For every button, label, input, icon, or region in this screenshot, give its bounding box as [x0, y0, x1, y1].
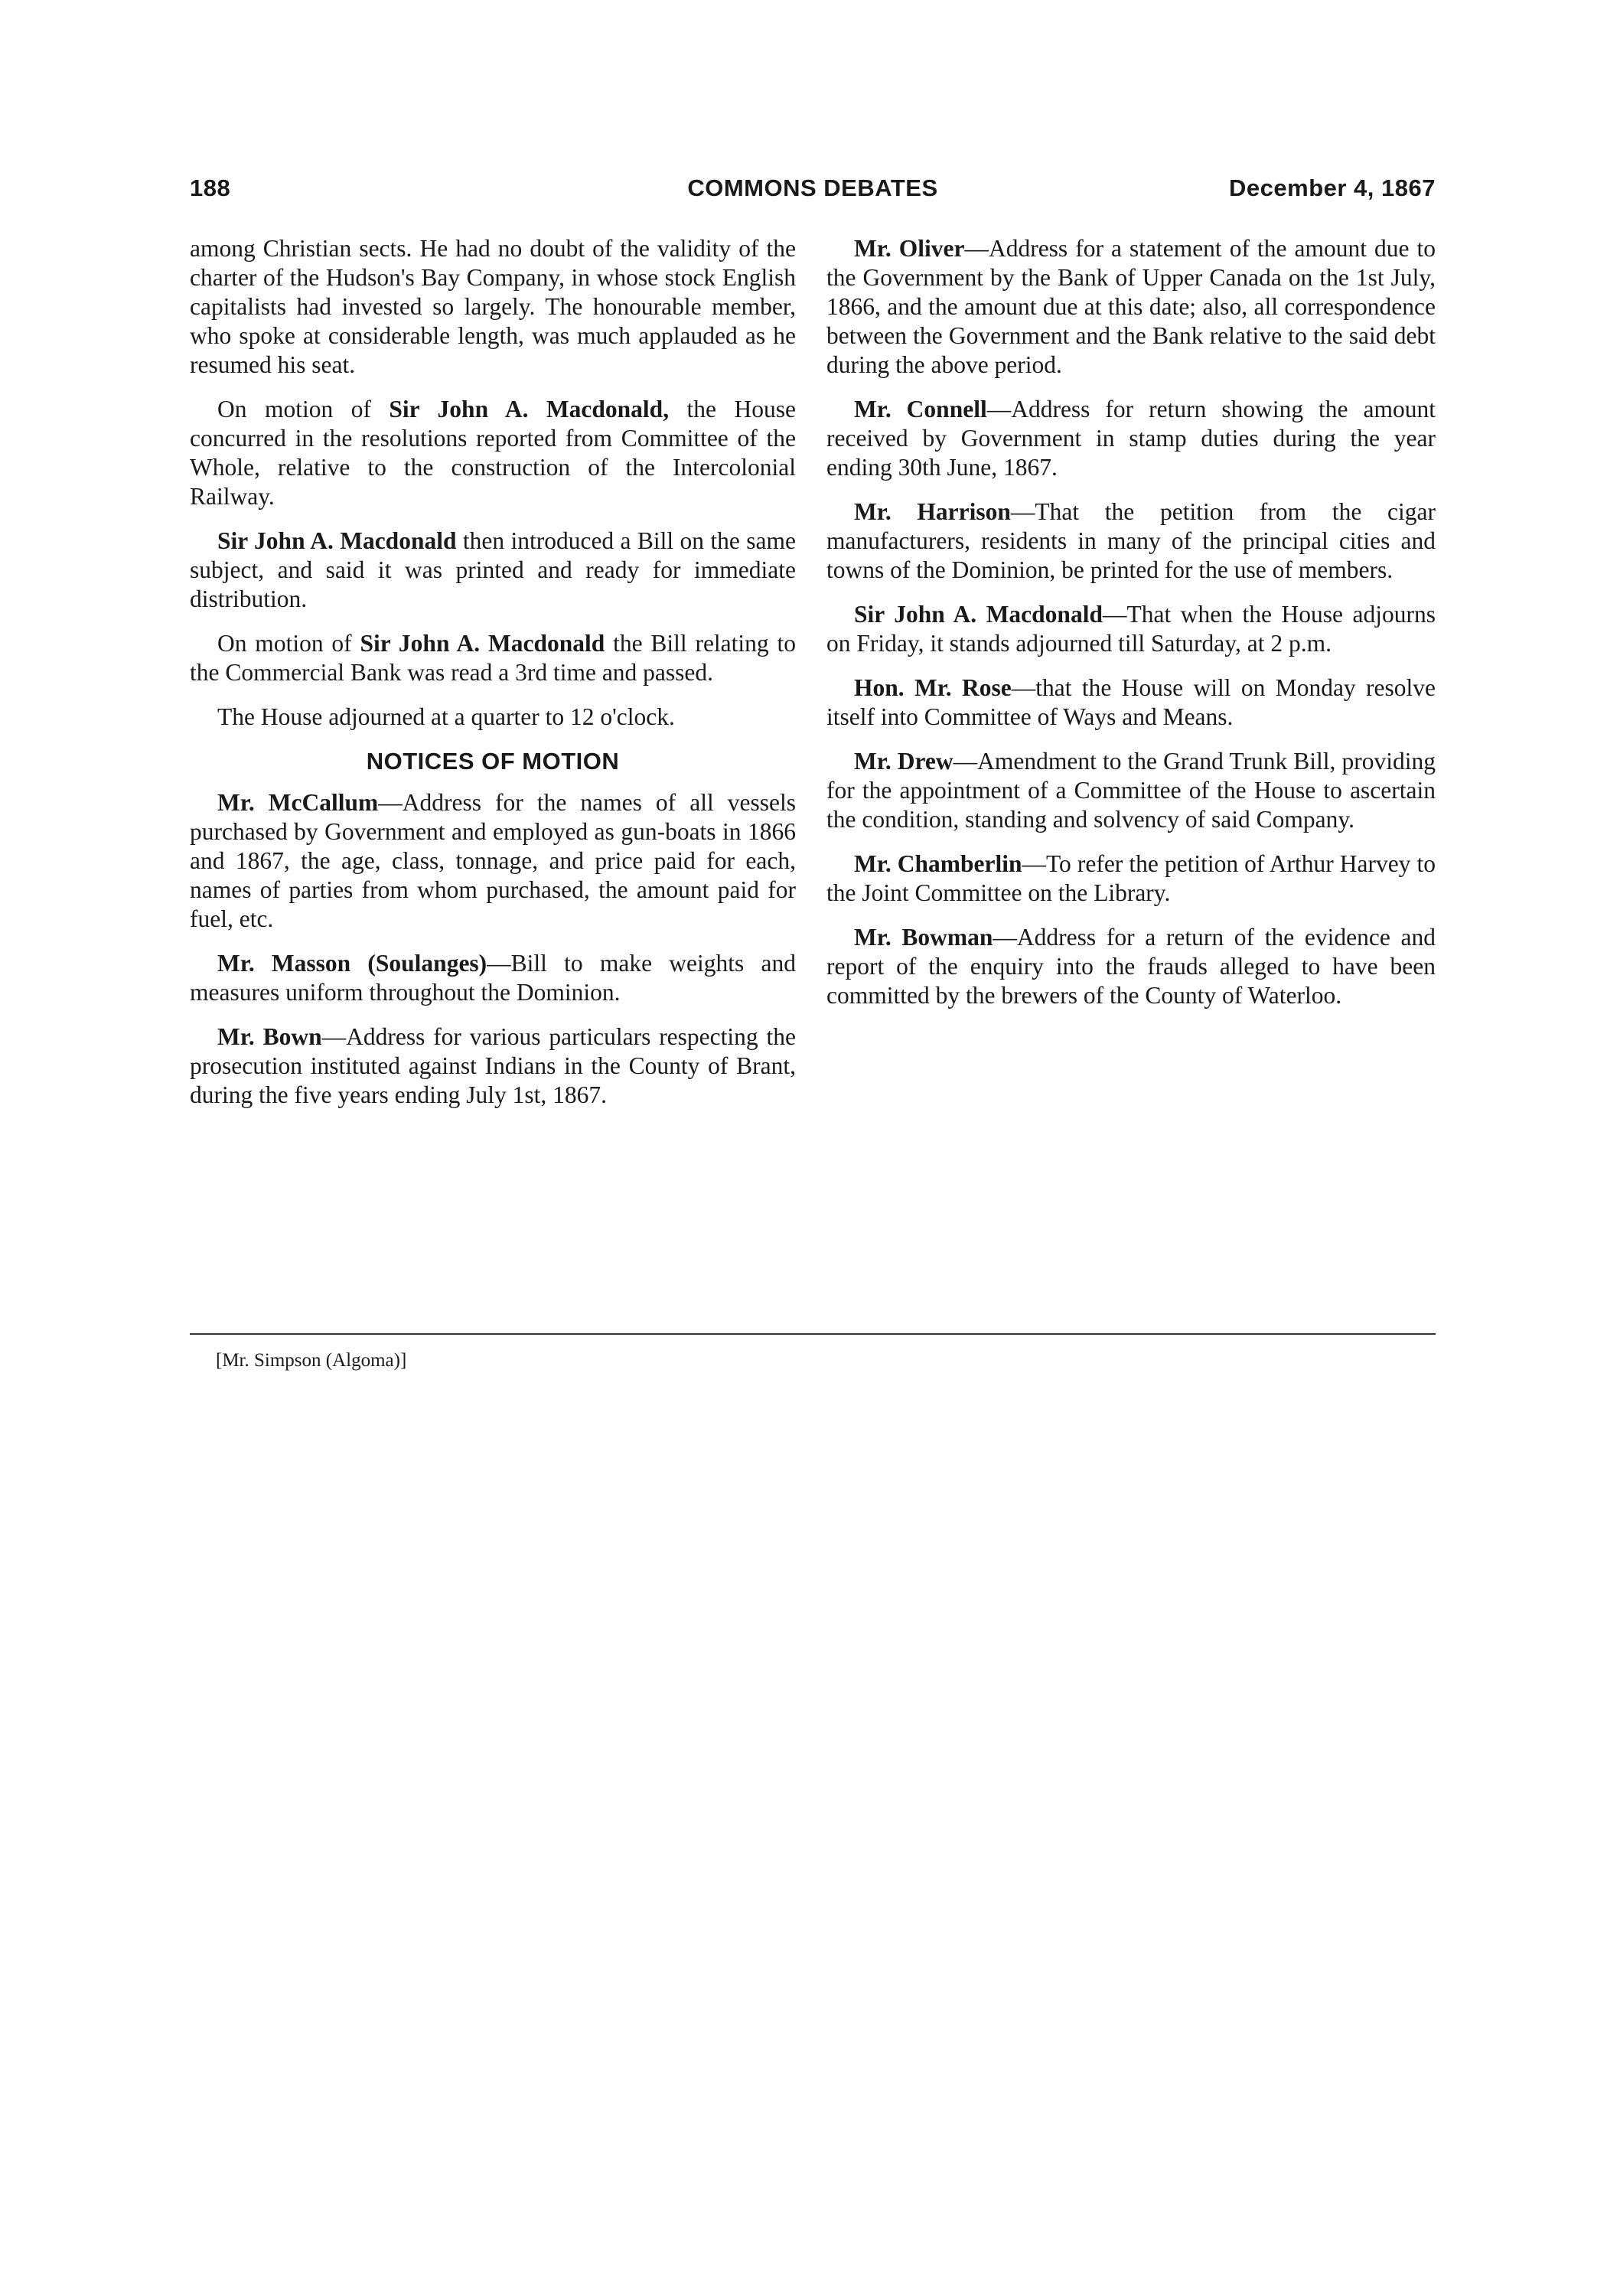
speaker-name: Sir John A. Macdonald,	[389, 396, 670, 422]
speaker-name: Sir John A. Macdonald	[854, 601, 1103, 628]
speaker-name: Mr. Masson (Soulanges)	[217, 950, 487, 977]
notice-entry	[826, 497, 1436, 585]
footer-speaker-note: [Mr. Simpson (Algoma)]	[216, 1350, 407, 1371]
notice-entry	[190, 788, 796, 934]
paragraph-text: the House concurred in the resolutions reported from Committee of the Whole, relative to the construction of the Intercolonial Railway.	[190, 396, 796, 510]
notice-entry	[826, 923, 1436, 1010]
notice-text: —Address for a statement of the amount due to the Government by the Bank of Upper Canada on the 1st July, 1866, and the amount due at this date; also, all correspondence between the Government and the Bank relative to the said debt during the above period.	[826, 235, 1436, 378]
speaker-name: Mr. Bowman	[854, 924, 993, 951]
notice-entry	[826, 747, 1436, 834]
notice-text: —Address for the names of all vessels purchased by Government and employed as gun-boats in 1866 and 1867, the age, class, tonnage, and price paid for each, names of parties from whom purchased, the amount paid for fuel, etc.	[190, 789, 796, 932]
notice-entry	[826, 395, 1436, 482]
section-heading: NOTICES OF MOTION	[366, 748, 620, 775]
notice-text: —That when the House adjourns on Friday, it stands adjourned till Saturday, at 2 p.m.	[826, 601, 1436, 657]
paragraph	[190, 703, 796, 732]
paragraph-text: The House adjourned at a quarter to 12 o'clock.	[217, 703, 675, 730]
right-column	[826, 234, 1436, 1026]
header-date: December 4, 1867	[1229, 174, 1436, 201]
notice-text: —Amendment to the Grand Trunk Bill, providing for the appointment of a Committee of the House to ascertain the condition, standing and solvency of said Company.	[826, 748, 1436, 833]
notice-text: —To refer the petition of Arthur Harvey to the Joint Committee on the Library.	[826, 850, 1436, 906]
paragraph	[190, 395, 796, 511]
notice-entry	[826, 234, 1436, 380]
speaker-name: Mr. Harrison	[854, 498, 1011, 525]
notice-entry	[826, 600, 1436, 658]
paragraph-text: On motion of	[217, 396, 390, 422]
speaker-name: Mr. Bown	[217, 1023, 322, 1050]
paragraph-text: the Bill relating to the Commercial Bank was read a 3rd time and passed.	[190, 630, 796, 686]
notice-entry	[826, 673, 1436, 732]
notice-entry	[190, 1022, 796, 1110]
page-number: 188	[190, 174, 231, 201]
notice-text: —That the petition from the cigar manufacturers, residents in many of the principal cities and towns of the Dominion, be printed for the use of members.	[826, 498, 1436, 583]
speaker-name: Mr. Oliver	[854, 235, 965, 262]
speaker-name: Hon. Mr. Rose	[854, 674, 1012, 701]
notice-text: —Bill to make weights and measures uniform throughout the Dominion.	[190, 950, 796, 1006]
notice-text: —Address for a return of the evidence and report of the enquiry into the frauds alleged to have been committed by the brewers of the County of Waterloo.	[826, 924, 1436, 1009]
paragraph	[190, 234, 796, 380]
speaker-name: Mr. Connell	[854, 396, 987, 422]
left-column	[190, 234, 796, 1125]
speaker-name: Mr. Chamberlin	[854, 850, 1022, 877]
notice-text: —that the House will on Monday resolve itself into Committee of Ways and Means.	[826, 674, 1436, 730]
notice-entry	[826, 850, 1436, 908]
speaker-name: Mr. Drew	[854, 748, 953, 775]
speaker-name: Sir John A. Macdonald	[217, 527, 457, 554]
notice-entry	[190, 949, 796, 1007]
paragraph-text: On motion of	[217, 630, 360, 657]
running-header	[190, 174, 1436, 208]
paragraph	[190, 527, 796, 614]
footer-rule	[190, 1333, 1436, 1335]
speaker-name: Mr. McCallum	[217, 789, 379, 816]
paragraph-text: then introduced a Bill on the same subject, and said it was printed and ready for immediate distribution.	[190, 527, 796, 612]
speaker-name: Sir John A. Macdonald	[360, 630, 605, 657]
publication-title: COMMONS DEBATES	[687, 174, 938, 201]
paragraph	[190, 629, 796, 687]
notice-text: —Address for return showing the amount received by Government in stamp duties during the year ending 30th June, 1867.	[826, 396, 1436, 481]
notice-text: —Address for various particulars respecting the prosecution instituted against Indians in the County of Brant, during the five years ending July 1st, 1867.	[190, 1023, 796, 1108]
paragraph-text: among Christian sects. He had no doubt of the validity of the charter of the Hudson's Bay Company, in whose stock English capitalists had invested so largely. The honourable member, who spoke at considerable length, was much applauded as he resumed his seat.	[190, 235, 796, 378]
